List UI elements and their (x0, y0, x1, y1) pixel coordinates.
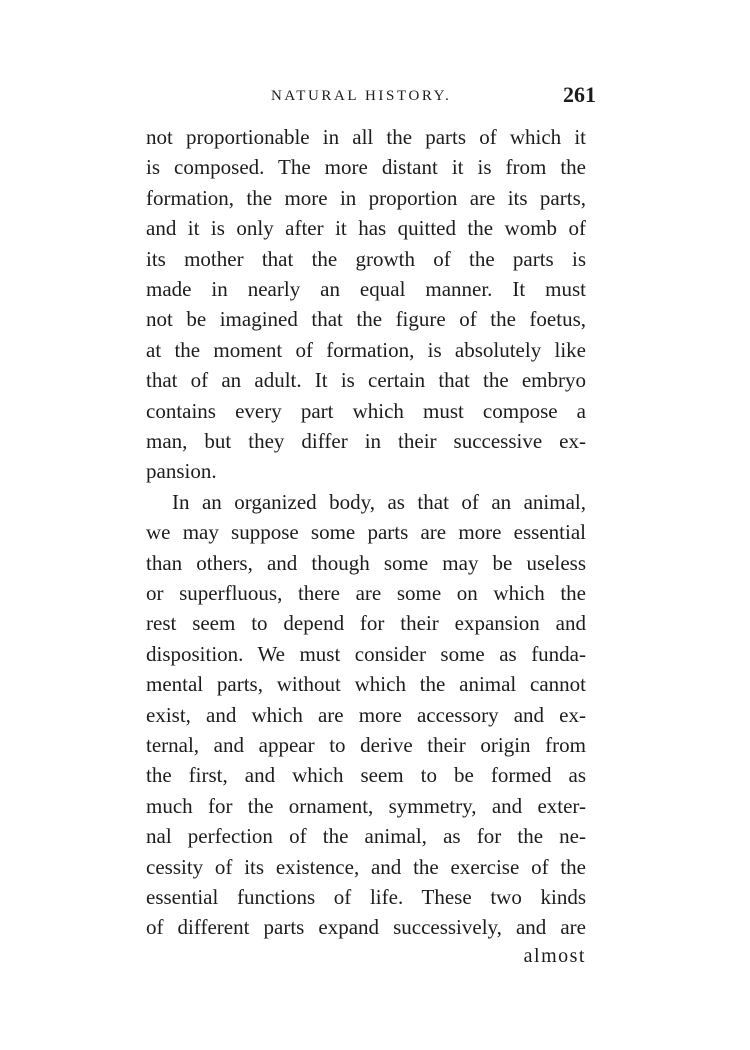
text-line: its mother that the growth of the parts is (146, 246, 586, 271)
text-line: mental parts, without which the animal cannot (146, 672, 586, 697)
text-line: much for the ornament, symmetry, and exter- (146, 793, 586, 818)
text-line: In an organized body, as that of an animal, (172, 489, 586, 514)
text-line: we may suppose some parts are more essential (146, 520, 586, 545)
text-line: contains every part which must compose a (146, 398, 586, 423)
text-line: cessity of its existence, and the exercise of the (146, 854, 586, 879)
text-line: than others, and though some may be useless (146, 550, 586, 575)
text-line: is composed. The more distant it is from the (146, 155, 586, 180)
text-line: not proportionable in all the parts of which it (146, 125, 586, 149)
running-title: NATURAL HISTORY. (271, 88, 452, 104)
text-line: of different parts expand successively, and are (146, 915, 586, 940)
text-line: and it is only after it has quitted the womb of (146, 216, 586, 241)
text-line: or superfluous, there are some on which the (146, 581, 586, 605)
page-number: 261 (563, 82, 596, 107)
text-line: rest seem to depend for their expansion and (146, 611, 586, 636)
text-line: that of an adult. It is certain that the embryo (146, 368, 586, 393)
catchword: almost (523, 944, 586, 967)
text-line: made in nearly an equal manner. It must (146, 277, 586, 301)
text-line: man, but they differ in their successive ex- (146, 429, 586, 453)
text-line: the first, and which seem to be formed as (146, 763, 586, 788)
text-line: formation, the more in proportion are its parts, (146, 185, 586, 210)
text-line: pansion. (146, 459, 217, 484)
text-line: at the moment of formation, is absolutely like (146, 337, 586, 362)
text-line: nal perfection of the animal, as for the ne- (146, 824, 586, 849)
text-line: not be imagined that the figure of the foetus, (146, 307, 586, 332)
running-head (146, 82, 596, 112)
text-line: disposition. We must consider some as funda- (146, 641, 586, 666)
text-line: essential functions of life. These two kinds (146, 885, 586, 909)
text-line: exist, and which are more accessory and ex- (146, 702, 586, 727)
text-line: ternal, and appear to derive their origin from (146, 733, 586, 757)
